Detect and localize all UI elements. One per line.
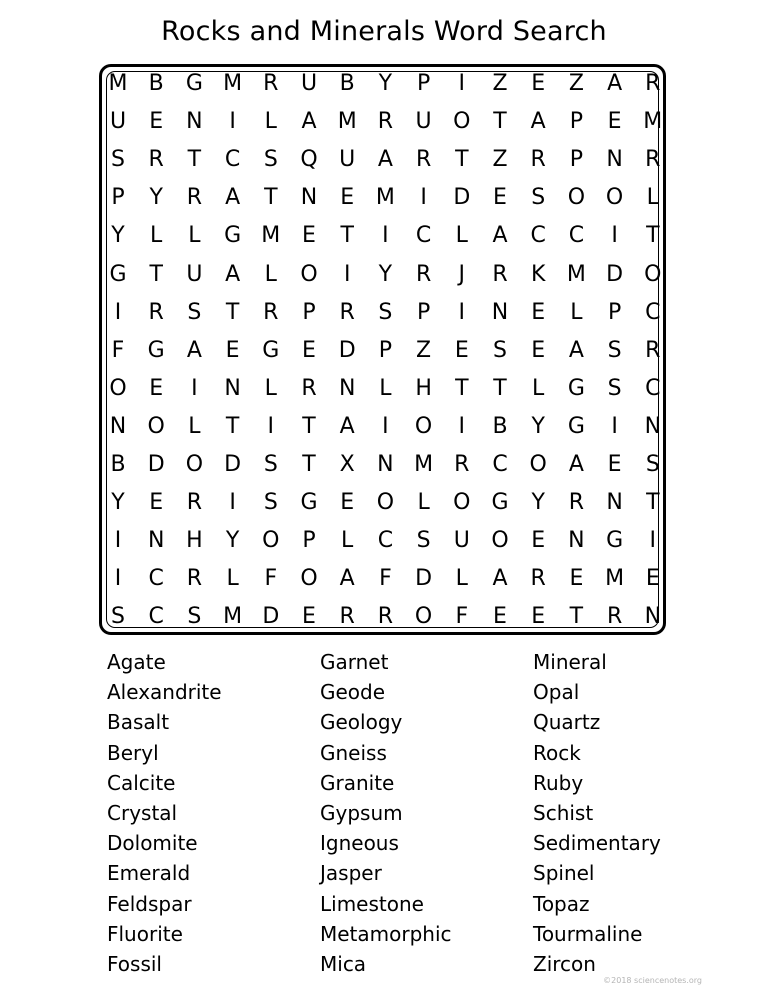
grid-letter: Y xyxy=(378,261,393,287)
grid-letter: A xyxy=(568,337,584,363)
grid-letter: C xyxy=(148,604,164,630)
grid-letter: F xyxy=(379,566,392,592)
grid-letter: O xyxy=(605,185,624,211)
grid-letter: S xyxy=(607,337,622,363)
grid-letter: R xyxy=(263,299,279,325)
grid-letter: I xyxy=(649,528,657,554)
grid-letter: L xyxy=(264,261,277,287)
grid-letter: Q xyxy=(300,147,318,173)
word-list-item: Feldspar xyxy=(107,891,192,916)
grid-letter: A xyxy=(339,566,355,592)
grid-letter: S xyxy=(111,147,125,173)
word-list-item: Geode xyxy=(320,680,386,705)
word-list-column-3 xyxy=(533,647,661,979)
grid-letter: T xyxy=(225,413,240,439)
grid-letter: G xyxy=(567,375,585,401)
grid-letter: L xyxy=(646,185,659,211)
grid-letter: R xyxy=(645,71,661,96)
word-list-item: Zircon xyxy=(533,952,596,977)
grid-letter: T xyxy=(225,299,240,325)
word-list-item: Metamorphic xyxy=(320,921,452,946)
grid-letter: M xyxy=(108,71,128,96)
grid-letter: R xyxy=(186,185,203,211)
grid-letter: D xyxy=(453,185,471,211)
grid-letter: P xyxy=(111,185,125,211)
word-list-item: Beryl xyxy=(107,740,159,765)
grid-letter: Y xyxy=(111,490,125,516)
word-list-item: Calcite xyxy=(107,770,176,795)
grid-letter: D xyxy=(262,604,280,630)
grid-letter: P xyxy=(569,147,584,173)
grid-letter: R xyxy=(568,490,585,516)
grid-letter: E xyxy=(493,185,507,211)
grid-letter: M xyxy=(261,223,281,249)
word-list-item: Mineral xyxy=(533,650,607,674)
word-list-item: Alexandrite xyxy=(107,680,222,705)
grid-letter: E xyxy=(531,299,546,325)
grid-letter: L xyxy=(188,223,201,249)
grid-letter: T xyxy=(455,147,469,173)
grid-letter: N xyxy=(491,299,509,325)
grid-letter: U xyxy=(415,109,432,135)
word-list-item: Igneous xyxy=(320,831,399,856)
grid-letter: E xyxy=(340,185,355,211)
grid-letter: R xyxy=(148,299,164,325)
grid-letter: B xyxy=(110,452,126,477)
grid-letter: I xyxy=(229,490,236,516)
grid-letter: R xyxy=(377,604,394,630)
grid-letter: Z xyxy=(492,147,508,173)
grid-letter: E xyxy=(302,337,316,363)
word-list-item: Rock xyxy=(533,740,581,765)
grid-letter: M xyxy=(223,604,243,630)
grid-letter: G xyxy=(262,337,280,363)
grid-letter: G xyxy=(109,261,127,287)
grid-letter: O xyxy=(567,185,586,211)
grid-letter: A xyxy=(492,566,508,592)
grid-letter: S xyxy=(187,604,202,630)
grid-letter: R xyxy=(186,490,203,516)
grid-letter: T xyxy=(646,490,660,516)
grid-letter: R xyxy=(530,147,546,173)
grid-letter: A xyxy=(530,109,546,135)
grid-letter: P xyxy=(607,299,622,325)
grid-letter: S xyxy=(645,452,660,477)
word-list-item: Mica xyxy=(320,952,367,977)
grid-letter: S xyxy=(493,337,507,363)
grid-letter: S xyxy=(187,299,202,325)
grid-letter: U xyxy=(186,261,203,287)
grid-letter: R xyxy=(530,566,546,592)
grid-letter: R xyxy=(492,261,508,287)
grid-letter: E xyxy=(569,566,584,592)
word-list-item: Gneiss xyxy=(320,740,387,765)
grid-letter: S xyxy=(263,147,278,173)
grid-letter: P xyxy=(302,299,316,325)
grid-letter: G xyxy=(606,528,624,554)
grid-letter: L xyxy=(226,566,239,592)
word-list-item: Quartz xyxy=(533,710,601,735)
grid-letter: U xyxy=(453,528,470,554)
grid-letter: I xyxy=(420,185,427,211)
grid-letter: X xyxy=(339,452,355,477)
grid-letter: D xyxy=(224,452,242,477)
grid-letter: O xyxy=(453,490,471,516)
grid-letter: F xyxy=(455,604,469,630)
grid-letter: D xyxy=(415,566,433,592)
grid-letter: G xyxy=(567,413,585,439)
grid-letter: R xyxy=(606,604,623,630)
grid-letter: N xyxy=(377,452,394,477)
grid-letter: P xyxy=(378,337,393,363)
word-list-item: Geology xyxy=(320,710,403,735)
grid-letter: R xyxy=(339,604,355,630)
grid-letter: T xyxy=(302,452,316,477)
grid-letter: T xyxy=(455,375,469,401)
word-list-item: Garnet xyxy=(320,650,389,674)
grid-letter: E xyxy=(645,566,660,592)
grid-letter: R xyxy=(301,375,317,401)
grid-letter: A xyxy=(568,452,584,477)
grid-letter: E xyxy=(493,604,507,630)
grid-letter: I xyxy=(382,413,389,439)
grid-letter: C xyxy=(377,528,394,554)
grid-letter: R xyxy=(454,452,470,477)
grid-letter: A xyxy=(377,147,393,173)
grid-letter: L xyxy=(150,223,163,249)
grid-letter: I xyxy=(611,223,618,249)
grid-letter: C xyxy=(224,147,241,173)
grid-letter: Y xyxy=(225,528,240,554)
grid-letter: T xyxy=(493,375,507,401)
grid-letter: R xyxy=(263,71,279,96)
grid-letter: O xyxy=(491,528,509,554)
grid-letter: B xyxy=(492,413,508,439)
grid-letter: S xyxy=(263,452,278,477)
grid-letter: O xyxy=(644,261,662,287)
grid-letter: C xyxy=(645,375,661,401)
grid-letter: T xyxy=(569,604,584,630)
grid-letter: O xyxy=(376,490,395,516)
grid-letter: L xyxy=(188,413,201,439)
grid-letter: R xyxy=(645,337,661,363)
grid-letter: S xyxy=(111,604,125,630)
grid-letter: E xyxy=(531,604,546,630)
grid-letter: N xyxy=(606,490,623,516)
letter-grid xyxy=(99,64,666,635)
grid-letter: M xyxy=(223,71,243,96)
grid-letter: T xyxy=(302,413,316,439)
word-list-item: Crystal xyxy=(107,801,178,826)
grid-letter: L xyxy=(264,109,277,135)
grid-letter: S xyxy=(607,375,622,401)
grid-letter: L xyxy=(341,528,354,554)
grid-letter: B xyxy=(339,71,355,96)
grid-letter: T xyxy=(493,109,507,135)
grid-letter: J xyxy=(458,261,466,287)
grid-letter: E xyxy=(531,528,546,554)
grid-letter: A xyxy=(492,223,508,249)
grid-letter: L xyxy=(532,375,545,401)
grid-letter: T xyxy=(646,223,660,249)
grid-letter: M xyxy=(643,109,663,135)
grid-letter: B xyxy=(148,71,164,96)
grid-letter: E xyxy=(531,71,546,96)
word-list-item: Fossil xyxy=(107,952,162,977)
grid-letter: I xyxy=(267,413,275,439)
grid-letter: O xyxy=(453,109,471,135)
grid-letter: A xyxy=(225,261,241,287)
grid-letter: Y xyxy=(531,413,545,439)
word-list-item: Sedimentary xyxy=(533,831,661,856)
grid-letter: E xyxy=(225,337,240,363)
grid-letter: P xyxy=(302,528,316,554)
grid-letter: T xyxy=(149,261,163,287)
word-list-item: Ruby xyxy=(533,770,584,795)
grid-letter: I xyxy=(191,375,198,401)
grid-letter: R xyxy=(186,566,203,592)
grid-letter: K xyxy=(530,261,546,287)
grid-letter: G xyxy=(147,337,165,363)
grid-letter: I xyxy=(458,413,466,439)
word-list-item: Limestone xyxy=(320,891,424,916)
grid-letter: T xyxy=(264,185,278,211)
grid-letter: R xyxy=(148,147,164,173)
grid-letter: E xyxy=(531,337,546,363)
word-list-item: Tourmaline xyxy=(533,921,643,946)
grid-letter: I xyxy=(343,261,351,287)
grid-letter: G xyxy=(300,490,318,516)
grid-letter: E xyxy=(607,452,622,477)
grid-letter: Y xyxy=(111,223,125,249)
grid-letter: O xyxy=(109,375,127,401)
grid-letter: I xyxy=(458,71,466,96)
word-list-item: Dolomite xyxy=(107,831,198,856)
grid-letter: U xyxy=(300,71,318,96)
grid-letter: H xyxy=(186,528,203,554)
grid-letter: N xyxy=(644,413,662,439)
word-list-item: Basalt xyxy=(107,710,170,735)
grid-letter: C xyxy=(415,223,432,249)
grid-letter: E xyxy=(302,223,316,249)
grid-letter: R xyxy=(415,261,432,287)
grid-letter: F xyxy=(264,566,278,592)
grid-letter: M xyxy=(414,452,434,477)
grid-letter: E xyxy=(607,109,622,135)
word-list-item: Jasper xyxy=(320,861,382,886)
grid-letter: E xyxy=(454,337,469,363)
grid-letter: N xyxy=(644,604,662,630)
grid-letter: C xyxy=(148,566,164,592)
grid-letter: L xyxy=(455,223,468,249)
grid-letter: O xyxy=(300,566,318,592)
grid-letter: I xyxy=(458,299,466,325)
grid-letter: O xyxy=(185,452,204,477)
page-title: Rocks and Minerals Word Search xyxy=(161,16,607,47)
copyright-notice: ©2018 sciencenotes.org xyxy=(603,976,702,985)
grid-letter: I xyxy=(382,223,389,249)
grid-letter: N xyxy=(568,528,585,554)
grid-letter: C xyxy=(530,223,546,249)
grid-letter: I xyxy=(114,528,122,554)
grid-letter: O xyxy=(300,261,318,287)
grid-letter: E xyxy=(149,490,164,516)
grid-letter: U xyxy=(339,147,356,173)
grid-letter: O xyxy=(414,604,433,630)
grid-letter: S xyxy=(378,299,393,325)
grid-letter: R xyxy=(645,147,661,173)
grid-letter: P xyxy=(569,109,584,135)
grid-letter: H xyxy=(415,375,432,401)
grid-letter: E xyxy=(340,490,355,516)
grid-letter: C xyxy=(568,223,585,249)
grid-letter: Y xyxy=(149,185,163,211)
grid-letter: G xyxy=(491,490,509,516)
grid-letter: C xyxy=(645,299,661,325)
grid-letter: L xyxy=(455,566,468,592)
word-list-column-2 xyxy=(320,647,452,979)
grid-letter: S xyxy=(263,490,278,516)
grid-letter: Z xyxy=(492,71,508,96)
word-list-item: Agate xyxy=(107,650,166,674)
grid-letter: O xyxy=(414,413,433,439)
grid-letter: Y xyxy=(378,71,393,96)
grid-letter: E xyxy=(149,375,164,401)
grid-letter: A xyxy=(607,71,623,96)
grid-letter: I xyxy=(114,299,122,325)
word-list-item: Spinel xyxy=(533,861,595,886)
grid-letter: I xyxy=(611,413,618,439)
grid-letter: G xyxy=(185,71,203,96)
grid-letter: L xyxy=(379,375,392,401)
grid-letter: G xyxy=(224,223,242,249)
grid-letter: S xyxy=(416,528,431,554)
grid-letter: Z xyxy=(416,337,432,363)
grid-letter: A xyxy=(339,413,355,439)
grid-letter: P xyxy=(416,299,431,325)
word-list-item: Gypsum xyxy=(320,801,403,826)
grid-letter: F xyxy=(111,337,125,363)
grid-letter: A xyxy=(301,109,317,135)
grid-letter: M xyxy=(566,261,586,287)
word-list-item: Topaz xyxy=(533,891,590,916)
grid-letter: M xyxy=(605,566,625,592)
word-list-item: Emerald xyxy=(107,861,191,886)
grid-letter: T xyxy=(187,147,202,173)
grid-letter: S xyxy=(531,185,546,211)
grid-letter: N xyxy=(109,413,127,439)
grid-letter: L xyxy=(417,490,430,516)
grid-letter: N xyxy=(338,375,356,401)
grid-letter: P xyxy=(416,71,431,96)
grid-letter: D xyxy=(147,452,165,477)
grid-letter: C xyxy=(492,452,508,477)
grid-letter: I xyxy=(114,566,122,592)
grid-letter: N xyxy=(300,185,318,211)
grid-letter: L xyxy=(570,299,583,325)
grid-letter: E xyxy=(149,109,164,135)
word-list-item: Schist xyxy=(533,801,594,826)
grid-letter: N xyxy=(186,109,203,135)
grid-letter: L xyxy=(264,375,277,401)
grid-letter: N xyxy=(147,528,165,554)
grid-letter: M xyxy=(375,185,395,211)
grid-letter: A xyxy=(186,337,202,363)
grid-letter: A xyxy=(225,185,241,211)
grid-letter: M xyxy=(337,109,357,135)
word-list-column-1 xyxy=(107,647,222,979)
grid-letter: O xyxy=(529,452,547,477)
grid-letter: R xyxy=(339,299,355,325)
grid-letter: R xyxy=(377,109,394,135)
grid-letter: U xyxy=(109,109,127,135)
word-list-item: Granite xyxy=(320,770,395,795)
grid-letter: N xyxy=(224,375,241,401)
word-list-item: Fluorite xyxy=(107,921,183,946)
grid-letter: O xyxy=(147,413,165,439)
grid-letter: R xyxy=(415,147,432,173)
grid-letter: I xyxy=(229,109,236,135)
grid-letter: Z xyxy=(568,71,584,96)
grid-letter: O xyxy=(262,528,280,554)
grid-letter: N xyxy=(606,147,623,173)
grid-letter: E xyxy=(302,604,316,630)
grid-letter: T xyxy=(340,223,354,249)
grid-letter: D xyxy=(338,337,356,363)
word-list-item: Opal xyxy=(533,680,580,705)
grid-letter: Y xyxy=(531,490,545,516)
grid-letter: D xyxy=(606,261,624,287)
